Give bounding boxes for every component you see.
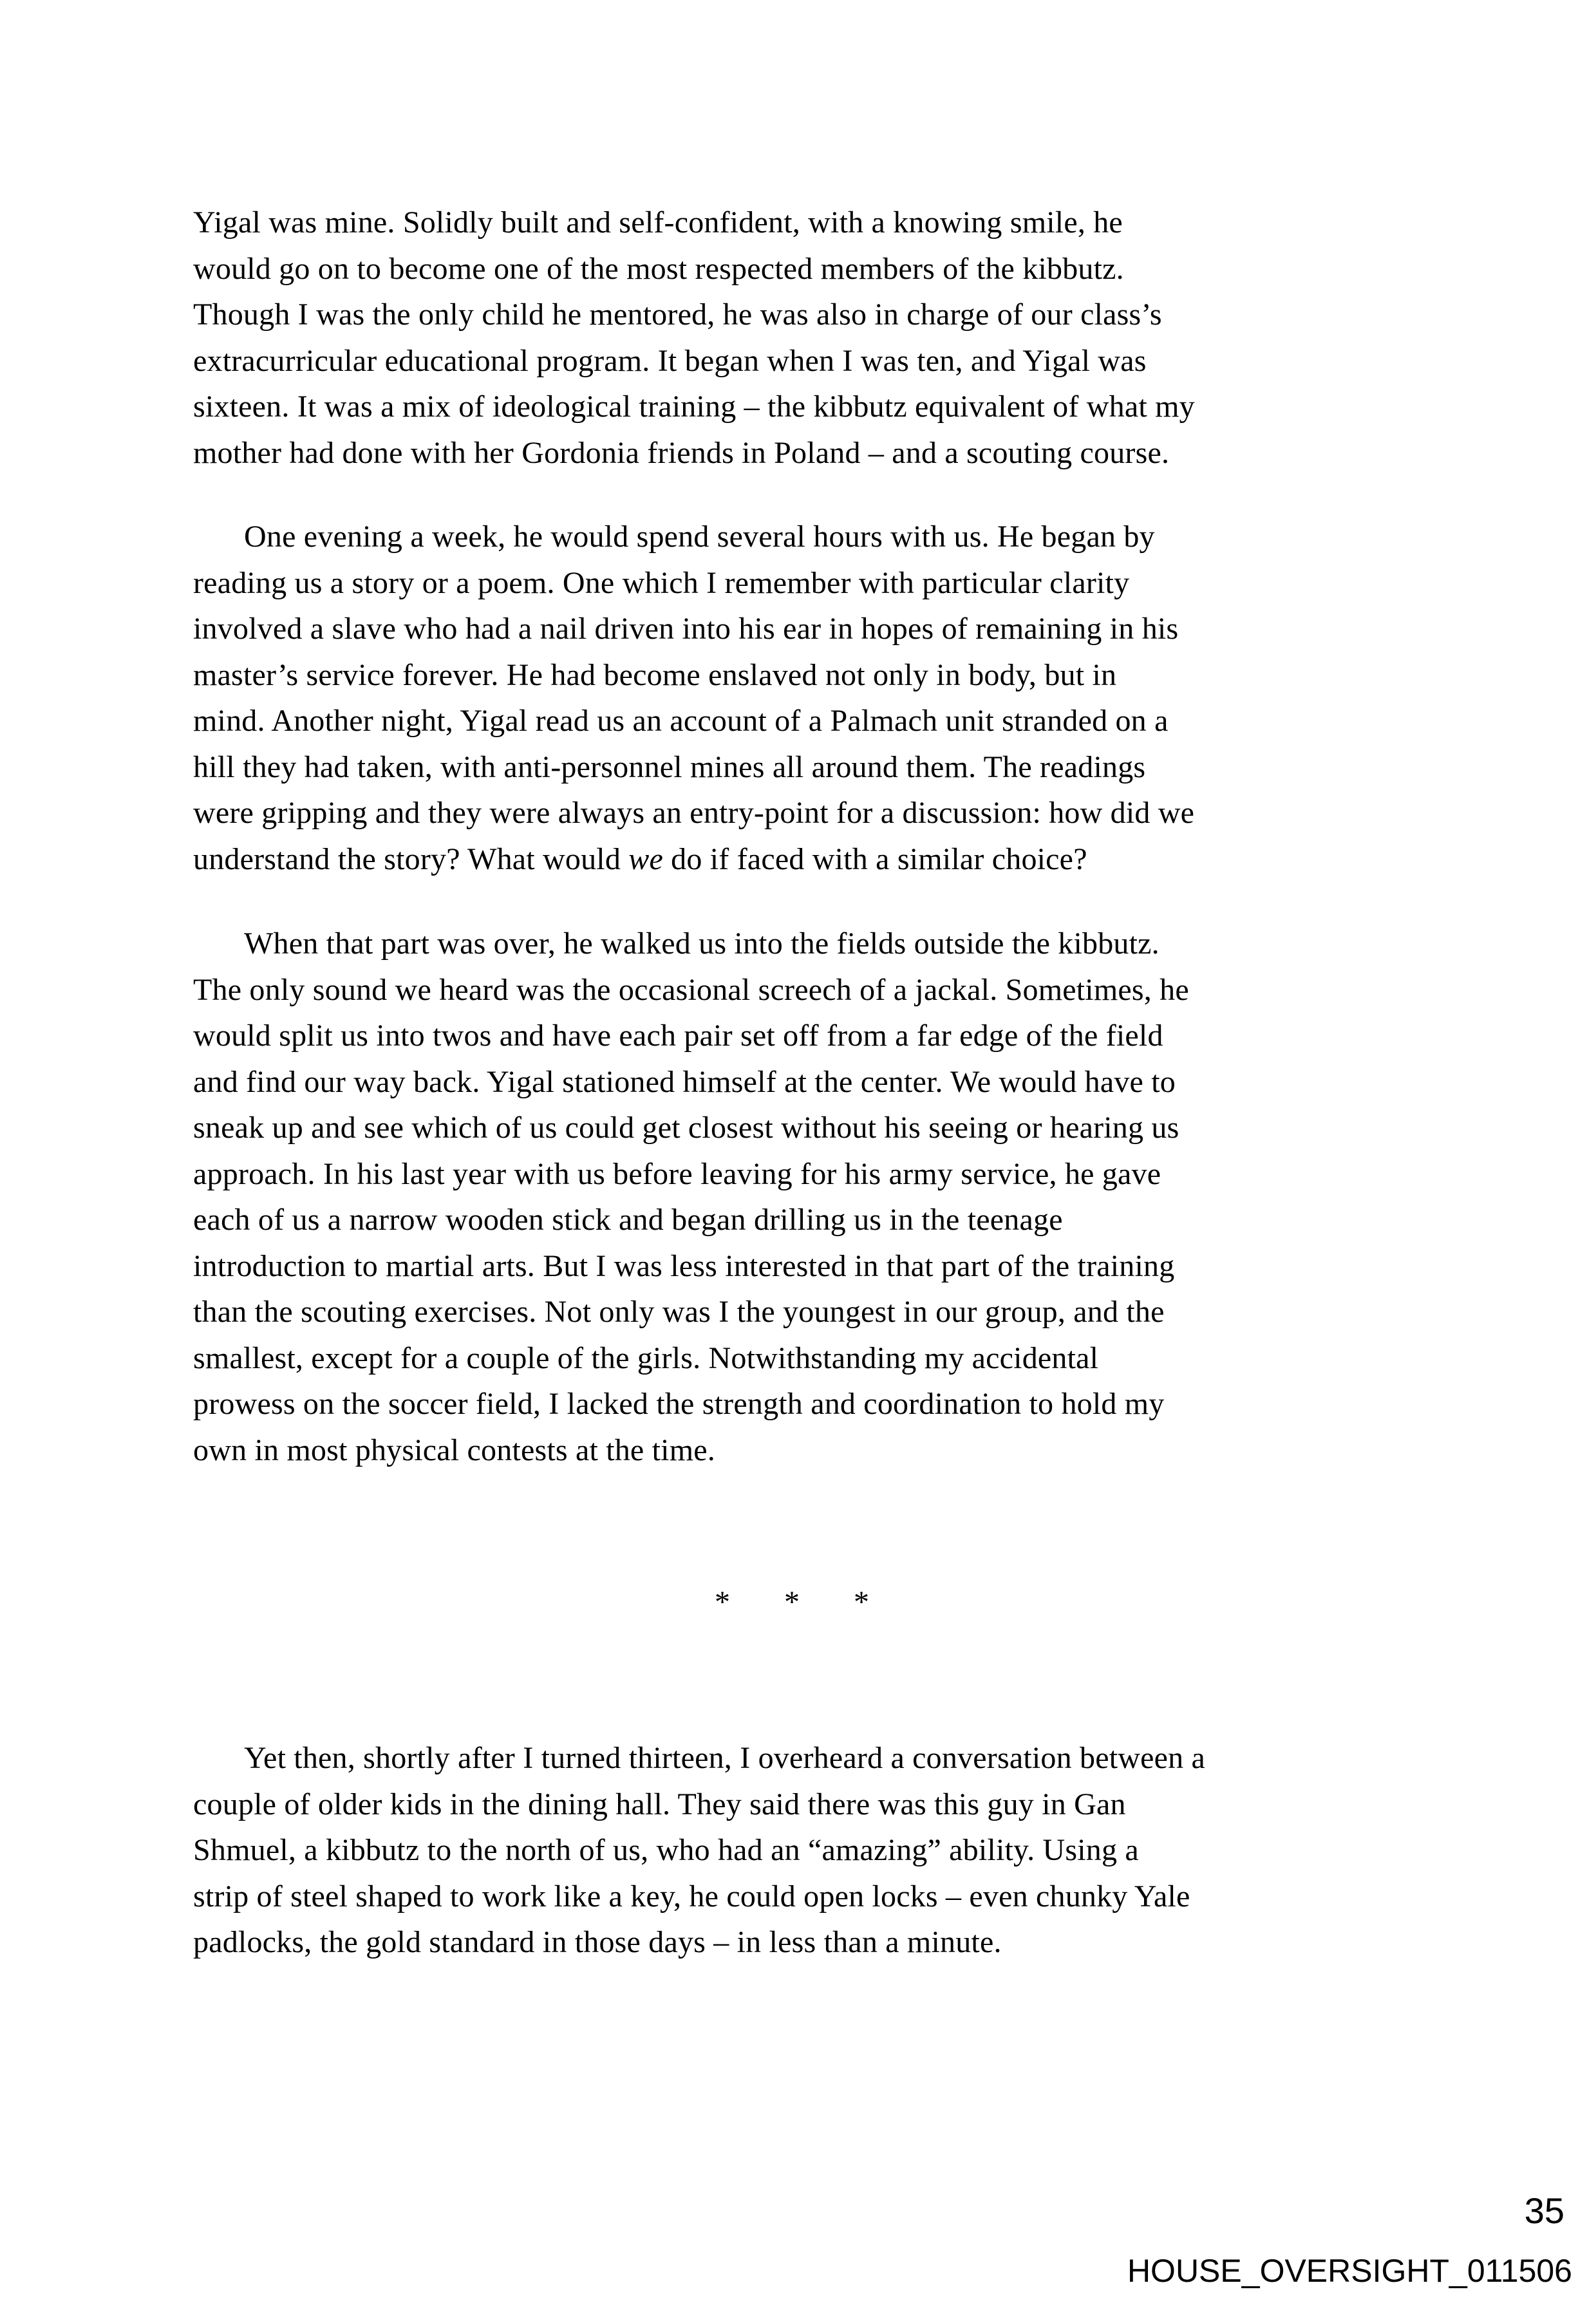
text-line: sneak up and see which of us could get closest without his seeing or hearing us	[193, 1111, 1179, 1145]
text-line: Yet then, shortly after I turned thirteen, I overheard a conversation between a	[244, 1741, 1206, 1775]
text-line: Shmuel, a kibbutz to the north of us, who had an “amazing” ability. Using a	[193, 1833, 1139, 1867]
text-line: prowess on the soccer field, I lacked the strength and coordination to hold my	[193, 1387, 1165, 1421]
text-segment: understand the story? What would	[193, 841, 629, 876]
text-line: When that part was over, he walked us into the fields outside the kibbutz.	[244, 926, 1159, 961]
paragraph	[193, 1735, 1391, 1966]
paragraph	[193, 514, 1391, 882]
text-line	[193, 836, 1391, 883]
text-segment: do if faced with a similar choice?	[662, 841, 1087, 876]
text-line: than the scouting exercises. Not only was I the youngest in our group, and the	[193, 1295, 1165, 1329]
text-line: approach. In his last year with us before leaving for his army service, he gave	[193, 1156, 1161, 1191]
text-line: hill they had taken, with anti-personnel mines all around them. The readings	[193, 749, 1146, 784]
text-line: padlocks, the gold standard in those days – in less than a minute.	[193, 1925, 1002, 1959]
text-line: and find our way back. Yigal stationed himself at the center. We would have to	[193, 1064, 1176, 1099]
text-line: master’s service forever. He had become enslaved not only in body, but in	[193, 657, 1117, 692]
text-line: would go on to become one of the most respected members of the kibbutz.	[193, 251, 1124, 286]
text-line: smallest, except for a couple of the girls. Notwithstanding my accidental	[193, 1340, 1099, 1375]
text-line: The only sound we heard was the occasional screech of a jackal. Sometimes, he	[193, 972, 1189, 1007]
paragraph	[193, 921, 1391, 1473]
text-line: would split us into twos and have each pair set off from a far edge of the field	[193, 1019, 1163, 1053]
text-line: Yigal was mine. Solidly built and self-confident, with a knowing smile, he	[193, 205, 1123, 240]
text-line: own in most physical contests at the time.	[193, 1433, 715, 1467]
text-line: involved a slave who had a nail driven into his ear in hopes of remaining in his	[193, 612, 1179, 646]
text-line: Though I was the only child he mentored, he was also in charge of our class’s	[193, 297, 1162, 332]
text-line: extracurricular educational program. It began when I was ten, and Yigal was	[193, 343, 1147, 378]
section-break-asterisks: * * *	[715, 1585, 869, 1619]
text-line: mind. Another night, Yigal read us an account of a Palmach unit stranded on a	[193, 704, 1169, 738]
text-line: strip of steel shaped to work like a key, he could open locks – even chunky Yale	[193, 1879, 1190, 1913]
text-line: sixteen. It was a mix of ideological training – the kibbutz equivalent of what my	[193, 390, 1195, 424]
bates-stamp: HOUSE_OVERSIGHT_011506	[1127, 2253, 1572, 2289]
text-line: mother had done with her Gordonia friends in Poland – and a scouting course.	[193, 435, 1170, 470]
text-line: reading us a story or a poem. One which I remember with particular clarity	[193, 565, 1130, 600]
italic-text: we	[628, 841, 663, 876]
text-line: couple of older kids in the dining hall. They said there was this guy in Gan	[193, 1787, 1126, 1821]
page-number: 35	[1524, 2190, 1564, 2231]
text-line: One evening a week, he would spend several hours with us. He began by	[244, 520, 1155, 554]
text-line: introduction to martial arts. But I was less interested in that part of the training	[193, 1248, 1175, 1283]
text-line: each of us a narrow wooden stick and began drilling us in the teenage	[193, 1203, 1063, 1237]
paragraph	[193, 200, 1391, 476]
text-line: were gripping and they were always an entry-point for a discussion: how did we	[193, 796, 1195, 830]
